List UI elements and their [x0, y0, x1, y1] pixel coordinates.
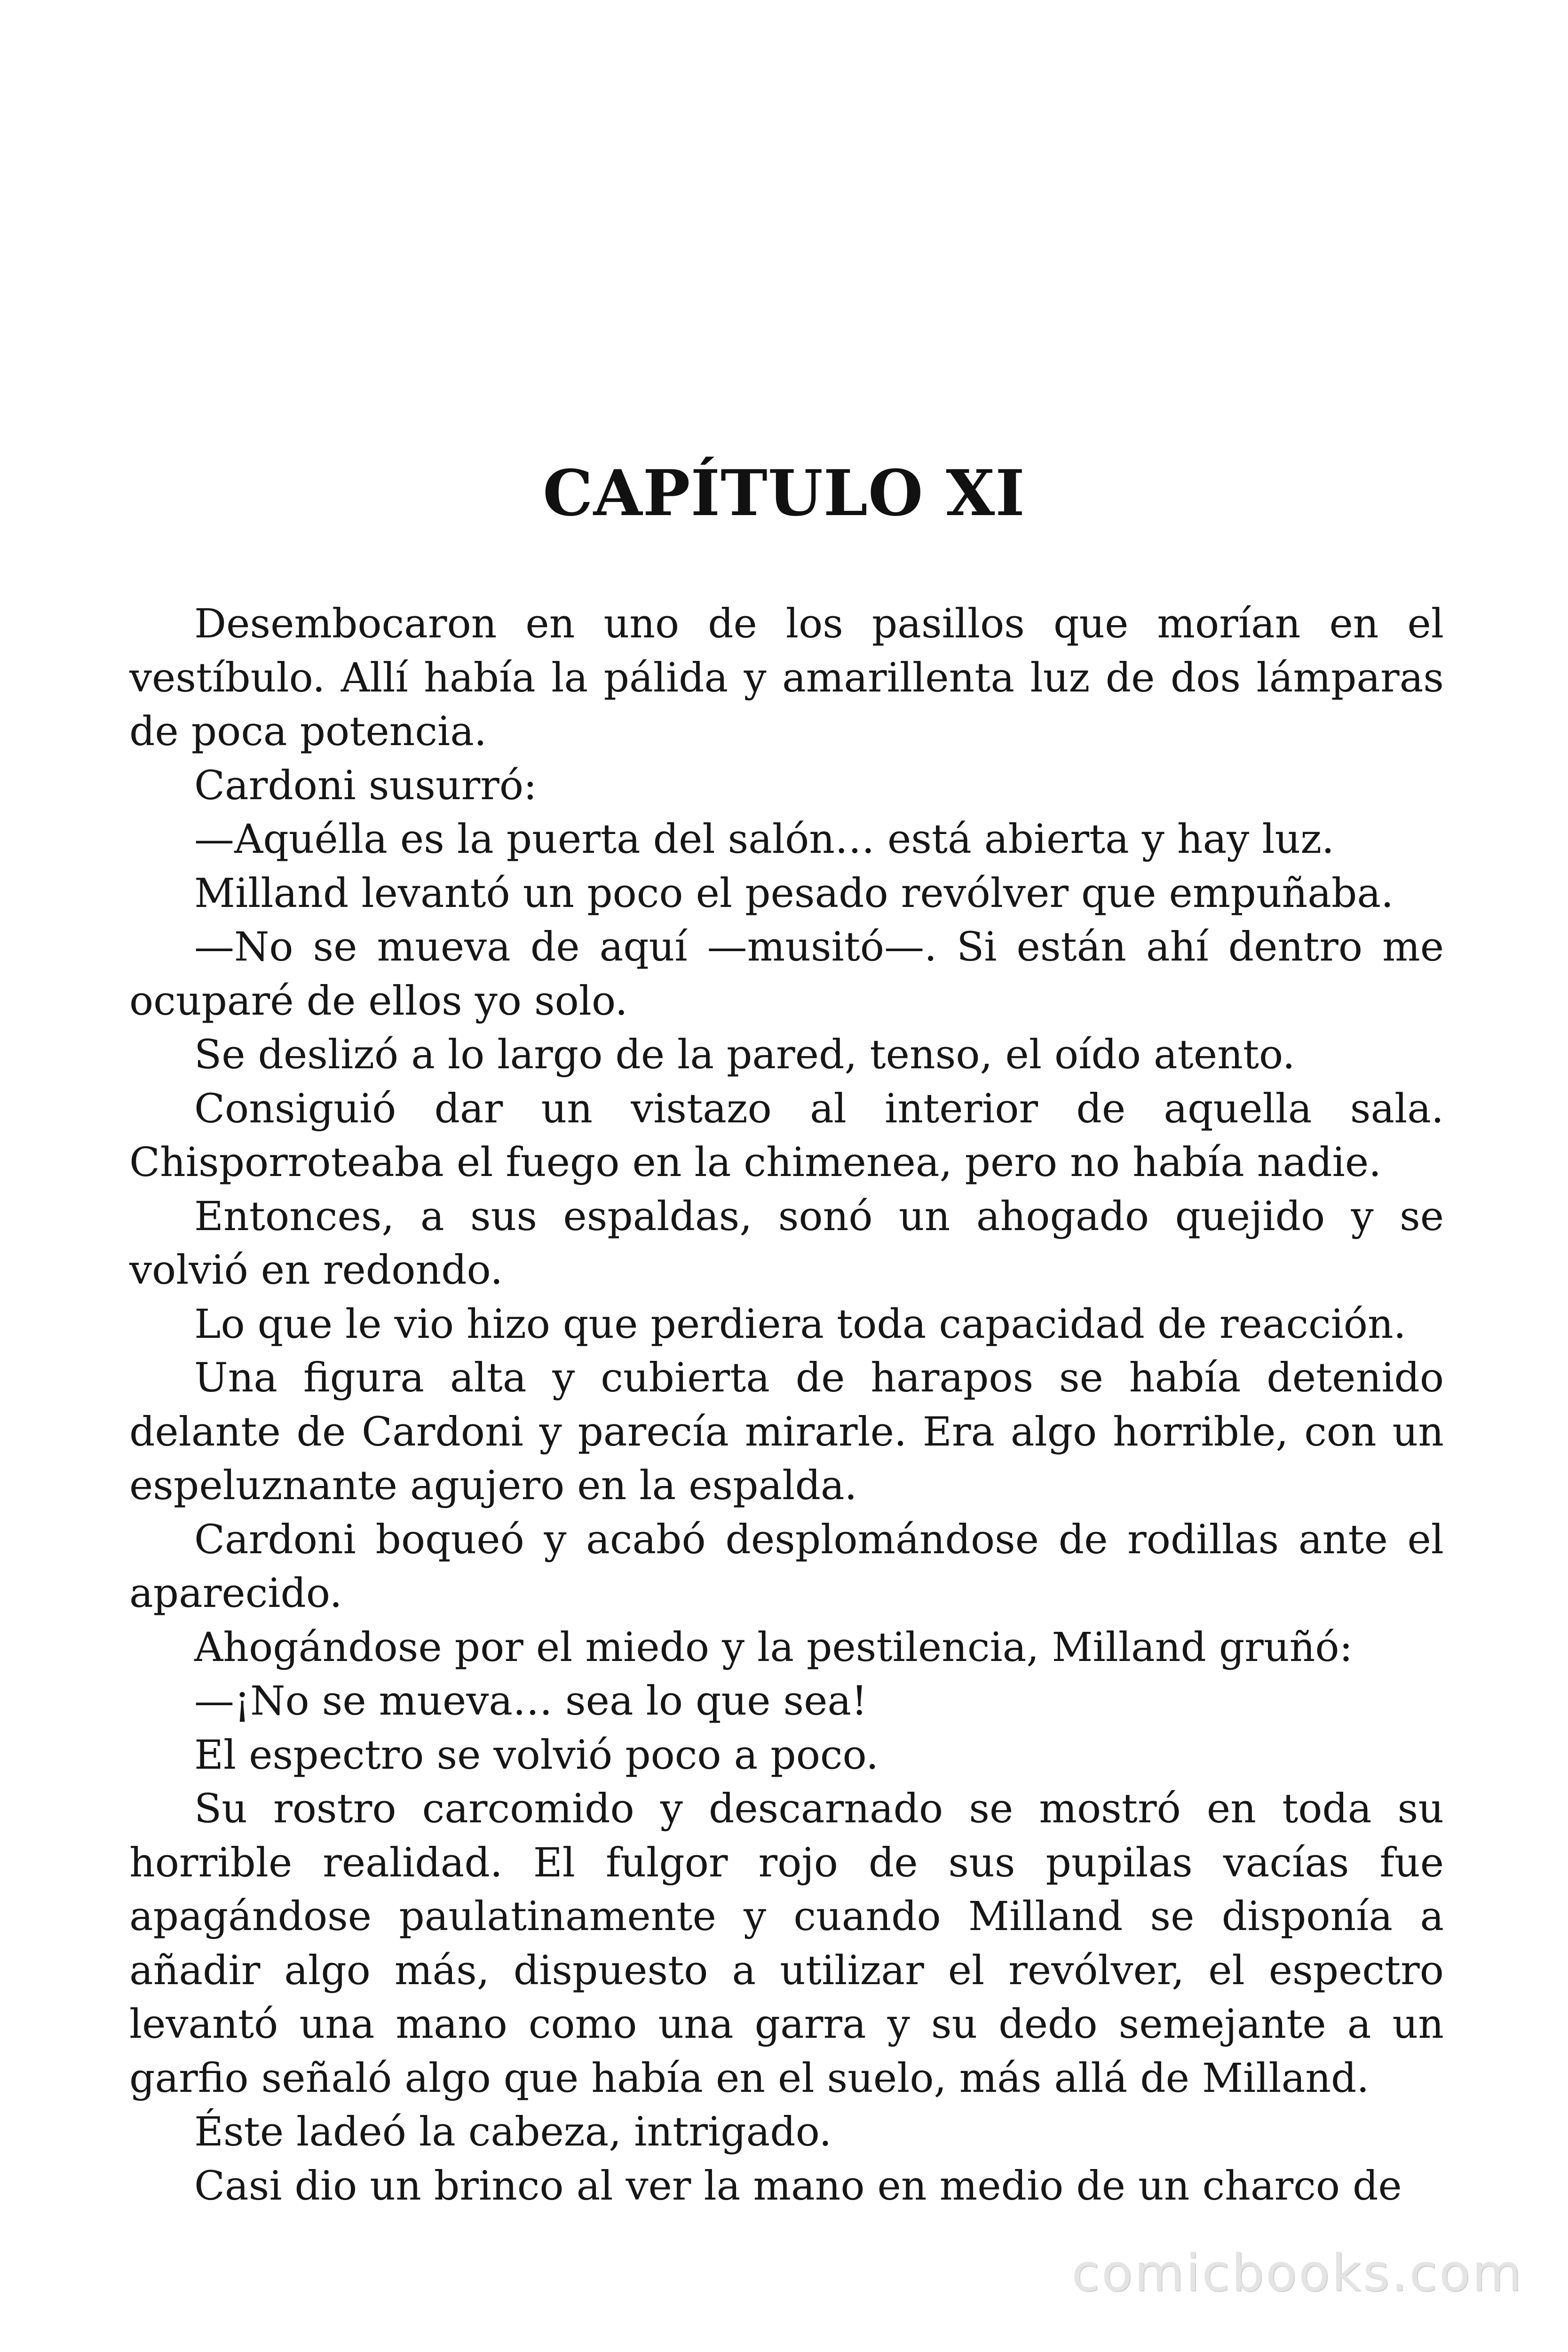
- paragraph: —¡No se mueva… sea lo que sea!: [194, 1678, 868, 1724]
- paragraph: —Aquélla es la puerta del salón… está abierta y hay luz.: [194, 816, 1335, 863]
- watermark: comicbooks.com: [1071, 2244, 1523, 2303]
- paragraph: Su rostro carcomido y descarnado se mostró en toda su horrible realidad. El fulgor rojo de sus pupilas vacías fue apagándose paulatinamente y cuando Milland se disponía a añadir algo más, dispuesto a utilizar el revólver, el espectro levantó una mano como una garra y su dedo semejante a un garfio señaló algo que había en el suelo, más allá de Milland.: [129, 1786, 1444, 2102]
- paragraph: Una figura alta y cubierta de harapos se había detenido delante de Cardoni y parecía mirarle. Era algo horrible, con un espeluznante agujero en la espalda.: [129, 1355, 1444, 1509]
- paragraph: Milland levantó un poco el pesado revólver que empuñaba.: [194, 870, 1394, 917]
- paragraph: Desembocaron en uno de los pasillos que morían en el vestíbulo. Allí había la pálida y amarillenta luz de dos lámparas de poca potencia.: [129, 601, 1444, 755]
- paragraph: Éste ladeó la cabeza, intrigado.: [194, 2109, 832, 2155]
- paragraph: Entonces, a sus espaldas, sonó un ahogado quejido y se volvió en redondo.: [129, 1193, 1444, 1294]
- paragraph: El espectro se volvió poco a poco.: [194, 1732, 879, 1779]
- paragraph: Cardoni boqueó y acabó desplomándose de rodillas ante el aparecido.: [129, 1516, 1444, 1617]
- chapter-body: [129, 597, 1444, 2213]
- paragraph-continued: Casi dio un brinco al ver la mano en medio de un charco de: [194, 2162, 1402, 2209]
- paragraph: Cardoni susurró:: [194, 762, 537, 809]
- chapter-title: CAPÍTULO XI: [543, 456, 1025, 530]
- paragraph: Ahogándose por el miedo y la pestilencia, Milland gruñó:: [194, 1624, 1353, 1671]
- paragraph: —No se mueva de aquí —musitó—. Si están ahí dentro me ocuparé de ellos yo solo.: [129, 924, 1444, 1025]
- paragraph: Se deslizó a lo largo de la pared, tenso, el oído atento.: [194, 1032, 1295, 1078]
- paragraph: Consiguió dar un vistazo al interior de aquella sala. Chisporroteaba el fuego en la chimenea, pero no había nadie.: [129, 1085, 1444, 1186]
- paragraph: Lo que le vio hizo que perdiera toda capacidad de reacción.: [194, 1301, 1406, 1348]
